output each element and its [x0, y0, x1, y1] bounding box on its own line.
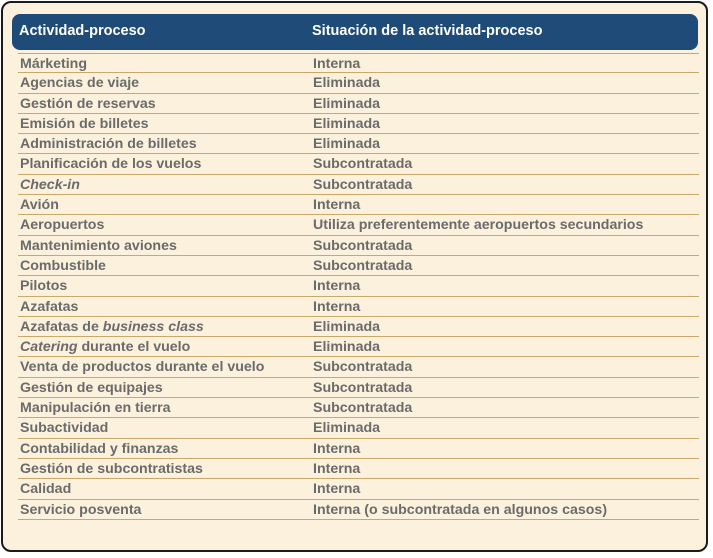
- table-row: [18, 500, 699, 520]
- status-cell: Subcontratada: [313, 237, 413, 254]
- activity-italic: Check-in: [20, 176, 80, 193]
- table-row: [18, 398, 699, 418]
- activity-cell: Gestión de equipajes: [20, 379, 163, 396]
- activity-cell: Avión: [20, 197, 59, 214]
- status-cell: Interna: [313, 56, 361, 72]
- status-cell: Subcontratada: [313, 176, 413, 193]
- status-cell: Interna: [313, 278, 361, 295]
- status-cell: Interna (o subcontratada en algunos casos): [313, 501, 608, 518]
- status-cell: Eliminada: [313, 75, 381, 92]
- activity-cell: Agencias de viaje: [20, 75, 140, 92]
- table-body: [18, 53, 699, 520]
- status-cell: Subcontratada: [313, 257, 413, 274]
- activity-cell: Planificación de los vuelos: [20, 156, 202, 173]
- activity-cell: Márketing: [20, 56, 88, 72]
- activity-cell: [20, 339, 190, 355]
- header-status: Situación de la actividad-proceso: [312, 23, 543, 39]
- activity-cell: Gestión de reservas: [20, 95, 156, 112]
- status-cell: Interna: [313, 440, 361, 457]
- status-cell: Eliminada: [313, 115, 381, 132]
- header-activity: Actividad-proceso: [19, 23, 146, 39]
- table-row: [18, 256, 699, 276]
- table-row: [18, 94, 699, 114]
- status-cell: Subcontratada: [313, 400, 413, 417]
- table-row: [18, 357, 699, 377]
- activity-cell: Pilotos: [20, 278, 68, 295]
- activity-cell: Aeropuertos: [20, 217, 105, 234]
- status-cell: Eliminada: [313, 136, 381, 153]
- status-cell: Interna: [313, 481, 361, 498]
- status-cell: Eliminada: [313, 95, 381, 112]
- activity-cell: Administración de billetes: [20, 136, 197, 153]
- status-cell: Eliminada: [313, 318, 381, 335]
- activity-cell: Mantenimiento aviones: [20, 237, 177, 254]
- table-row: [18, 317, 699, 337]
- activity-cell: Emisión de billetes: [20, 115, 149, 132]
- activity-cell: Manipulación en tierra: [20, 400, 171, 417]
- table-row: [18, 337, 699, 357]
- activity-cell: Subactividad: [20, 420, 109, 437]
- table-row: [18, 439, 699, 459]
- activity-cell: [20, 177, 80, 193]
- activity-cell: [20, 319, 204, 335]
- activity-cell: Contabilidad y finanzas: [20, 440, 179, 457]
- status-cell: Interna: [313, 298, 361, 315]
- table-frame: [1, 1, 708, 552]
- activity-italic: Catering: [20, 339, 78, 356]
- table-row: [18, 236, 699, 256]
- status-cell: Interna: [313, 460, 361, 477]
- table-row: [18, 215, 699, 235]
- table-row: [18, 418, 699, 438]
- table-row: [18, 459, 699, 479]
- status-cell: Subcontratada: [313, 156, 413, 173]
- table-row: [18, 73, 699, 93]
- status-cell: Subcontratada: [313, 359, 413, 376]
- activity-cell: Venta de productos durante el vuelo: [20, 359, 265, 376]
- activity-cell: Servicio posventa: [20, 501, 142, 518]
- status-cell: Subcontratada: [313, 379, 413, 396]
- table-row: [18, 175, 699, 195]
- table-row: [18, 154, 699, 174]
- activity-cell: Azafatas: [20, 298, 79, 315]
- status-cell: Eliminada: [313, 339, 381, 356]
- status-cell: Eliminada: [313, 420, 381, 437]
- table-row: [18, 378, 699, 398]
- status-cell: Interna: [313, 197, 361, 214]
- activity-prefix: Azafatas de: [20, 318, 103, 335]
- activity-suffix: durante el vuelo: [77, 339, 191, 356]
- table-row: [18, 114, 699, 134]
- table-row: [18, 297, 699, 317]
- table-row: [18, 479, 699, 499]
- status-cell: Utiliza preferentemente aeropuertos secundarios: [313, 217, 644, 234]
- table-header: [12, 14, 698, 50]
- activity-italic: business class: [102, 318, 204, 335]
- table-row: [18, 195, 699, 215]
- table-row: [18, 53, 699, 73]
- activity-cell: Combustible: [20, 257, 106, 274]
- table-row: [18, 134, 699, 154]
- activity-cell: Gestión de subcontratistas: [20, 460, 203, 477]
- table-row: [18, 276, 699, 296]
- activity-cell: Calidad: [20, 481, 72, 498]
